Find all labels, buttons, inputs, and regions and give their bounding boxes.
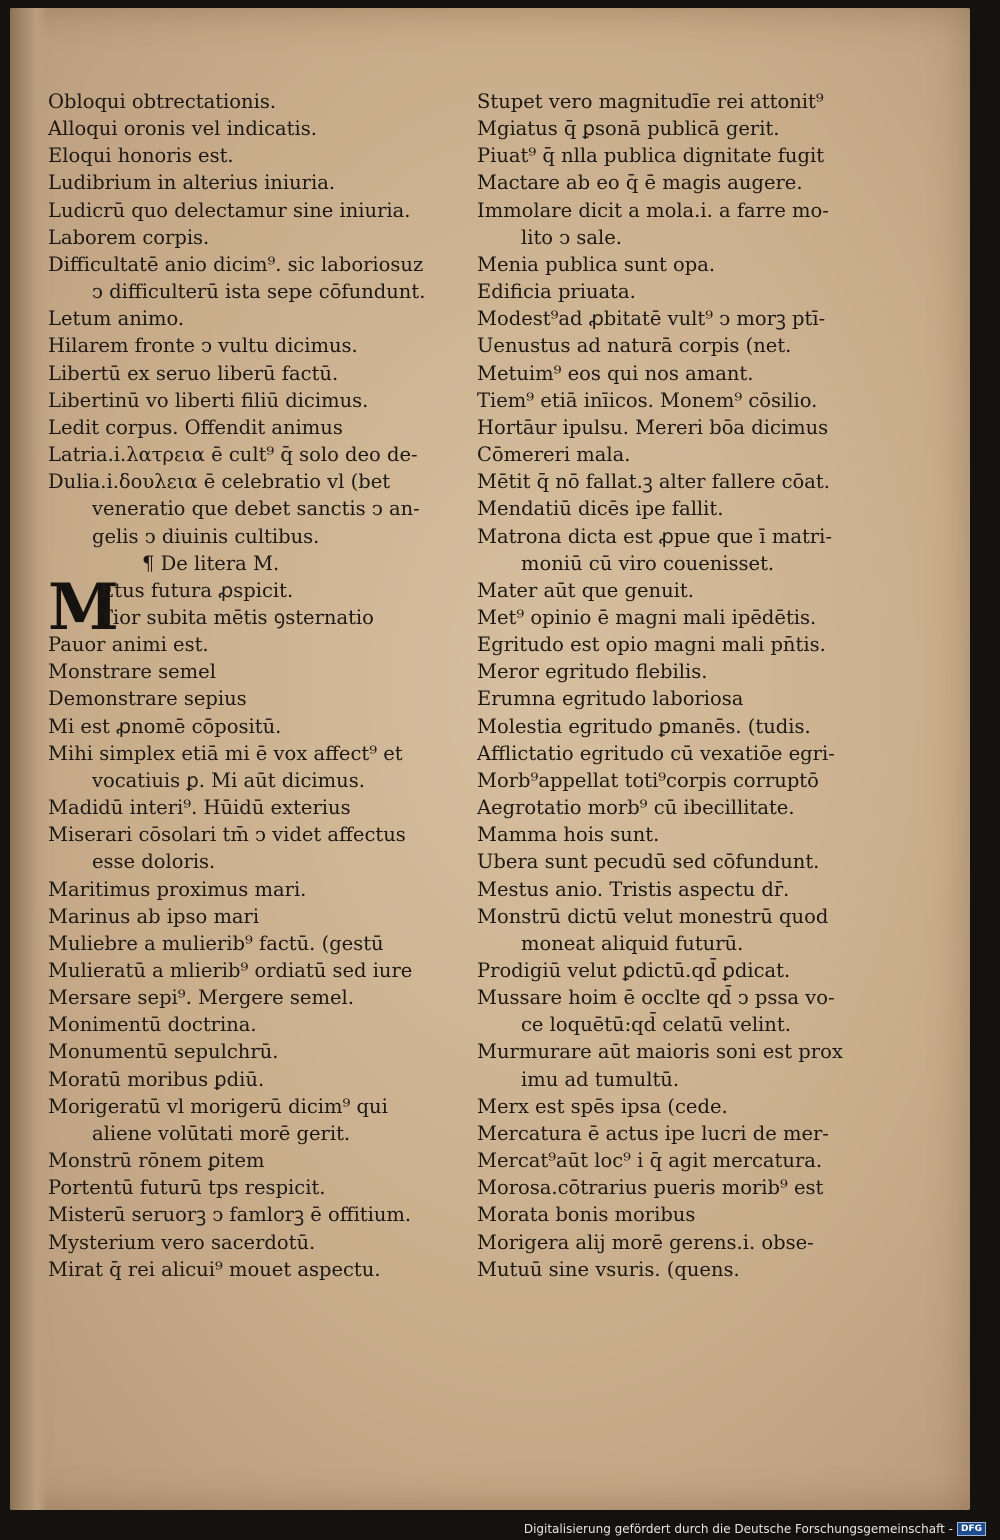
text-line: Difficultatē anio dicim⁹. sic laboriosuz [48, 252, 424, 276]
text-line: Monstrū rōnem ꝑitem [48, 1149, 265, 1173]
text-line: Mētit q̄ nō fallat.ꝫ alter fallere cōat. [477, 470, 830, 494]
text-line: Laborem corpis. [48, 225, 210, 249]
text-line: Monimentū doctrina. [48, 1013, 257, 1037]
text-line: Hilarem fronte ↄ vultu dicimus. [48, 334, 358, 358]
text-line: Moratū moribus ꝑdiū. [48, 1067, 265, 1091]
text-line: Morigera alij morē gerens.i. obse- [477, 1230, 814, 1254]
dfg-logo: DFG [957, 1522, 986, 1536]
text-line: Mercat⁹aūt loc⁹ i q̄ agit mercatura. [477, 1149, 823, 1173]
text-line: ce loquētū:qd̄ celatū velint. [521, 1013, 791, 1037]
text-line: Monstrare semel [48, 660, 216, 684]
text-line: Mendatiū dicēs ipe fallit. [477, 497, 724, 521]
text-line: Alloqui oronis vel indicatis. [48, 117, 317, 141]
text-line: Piuat⁹ q̄ nlla publica dignitate fugit [477, 144, 825, 168]
text-line: Edificia priuata. [477, 280, 636, 304]
text-line: Mihi simplex etiā mi ē vox affect⁹ et [48, 741, 403, 765]
text-line: Mestus anio. Tristis aspectu dr̄. [477, 877, 790, 901]
text-line: Ledit corpus. Offendit animus [48, 415, 343, 439]
text-line: Mercatura ē actus ipe lucri de mer- [477, 1121, 829, 1145]
text-line: Tior subita mētis ꝯsternatio [100, 605, 374, 629]
text-line: Ubera sunt pecudū sed cōfundunt. [477, 850, 820, 874]
text-line: Stupet vero magnitudīe rei attonit⁹ [477, 90, 824, 113]
text-line: Misterū seruorꝫ ↄ famlorꝫ ē offitium. [48, 1203, 412, 1227]
text-line: Erumna egritudo laboriosa [477, 687, 744, 711]
text-line: Monstrū dictū velut monestrū quod [477, 904, 829, 928]
dropcap-initial: M [48, 570, 119, 645]
text-line: Hortāur ipulsu. Mereri bōa dicimus [477, 415, 829, 439]
digitization-footer [524, 1522, 986, 1536]
text-line: Morb⁹appellat toti⁹corpis corruptō [477, 768, 819, 792]
text-line: Miserari cōsolari tm̄ ↄ videt affectus [48, 823, 406, 847]
footer-credit: Digitalisierung gefördert durch die Deutsche Forschungsgemeinschaft - [523, 1522, 953, 1536]
text-line: Morosa.cōtrarius pueris morib⁹ est [477, 1176, 824, 1200]
text-line: Immolare dicit a mola.i. a farre mo- [477, 198, 829, 222]
text-line: Cōmereri mala. [477, 443, 631, 467]
text-line: Met⁹ opinio ē magni mali ipēdētis. [477, 605, 817, 629]
text-line: Marinus ab ipso mari [48, 904, 260, 928]
text-line: Aegrotatio morb⁹ cū ibecillitate. [477, 796, 795, 820]
text-line: ↄ difficulterū ista sepe cōfundunt. [92, 280, 426, 304]
text-line: Mamma hois sunt. [477, 823, 660, 847]
text-line: Matrona dicta est ꝓpue que ī matri- [477, 524, 832, 548]
text-line: Eloqui honoris est. [48, 144, 234, 168]
text-line: Mulieratū a mlierib⁹ ordiatū sed iure [48, 959, 413, 982]
text-line: Mi est ꝓnomē cōpositū. [48, 714, 282, 738]
text-line: Metuim⁹ eos qui nos amant. [477, 361, 754, 385]
text-line: Etus futura ꝓspicit. [100, 578, 294, 602]
text-line: Mirat q̄ rei alicui⁹ mouet aspectu. [48, 1257, 381, 1281]
text-line: Mgiatus q̄ ꝑsonā publicā gerit. [477, 117, 780, 141]
text-line: lito ↄ sale. [521, 225, 622, 249]
text-line: Letum animo. [48, 307, 185, 331]
text-line: Pauor animi est. [48, 633, 209, 657]
text-line: Dulia.i.δουλεια ē celebratio vl (bet [48, 470, 391, 494]
page-spine-shadow [10, 8, 48, 1510]
text-line: Portentū futurū tps respicit. [48, 1176, 326, 1200]
text-line: Merx est spēs ipsa (cede. [477, 1094, 728, 1118]
text-line: Uenustus ad naturā corpis (net. [477, 334, 792, 358]
text-line: Mater aūt que genuit. [477, 578, 694, 602]
text-line: Morata bonis moribus [477, 1203, 696, 1227]
text-line: Tiem⁹ etiā inīicos. Monem⁹ cōsilio. [477, 388, 818, 412]
text-line: Molestia egritudo ꝑmanēs. (tudis. [477, 714, 811, 738]
text-line: Demonstrare sepius [48, 687, 247, 711]
text-line: Menia publica sunt opa. [477, 252, 716, 276]
text-line: Murmurare aūt maioris soni est prox [477, 1040, 843, 1064]
text-line: vocatiuis ꝑ. Mi aūt dicimus. [92, 768, 365, 792]
text-line: Libertinū vo liberti filiū dicimus. [48, 388, 369, 412]
text-line: Obloqui obtrectationis. [48, 90, 277, 113]
text-line: Maritimus proximus mari. [48, 877, 307, 901]
text-line: aliene volūtati morē gerit. [92, 1121, 351, 1145]
text-line: Ludibrium in alterius iniuria. [48, 171, 336, 195]
text-line: Mysterium vero sacerdotū. [48, 1230, 316, 1254]
text-line: Ludicrū quo delectamur sine iniuria. [48, 198, 411, 222]
text-line: Egritudo est opio magni mali pn̄tis. [477, 633, 826, 657]
text-line: Modest⁹ad ꝓbitatē vult⁹ ↄ morꝫ ptī- [477, 307, 826, 331]
text-line: Libertū ex seruo liberū factū. [48, 361, 339, 385]
text-line: Muliebre a mulierib⁹ factū. (gestū [48, 931, 384, 955]
text-line: Mutuū sine vsuris. (quens. [477, 1257, 740, 1281]
text-line: Latria.i.λατρεια ē cult⁹ q̄ solo deo de- [48, 443, 418, 467]
text-line: esse doloris. [92, 850, 216, 874]
text-line: Madidū interi⁹. Hūidū exterius [48, 796, 351, 820]
left-text-column [48, 88, 473, 1283]
text-line: Monumentū sepulchrū. [48, 1040, 279, 1064]
text-line: Mussare hoim ē occlte qd̄ ↄ pssa vo- [477, 986, 835, 1010]
text-line: ¶ De litera M. [142, 551, 280, 575]
text-line: Prodigiū velut ꝑdictū.qd̄ ꝑdicat. [477, 959, 791, 982]
text-line: Mactare ab eo q̄ ē magis augere. [477, 171, 803, 195]
right-text-column [477, 88, 917, 1283]
text-line: Morigeratū vl morigerū dicim⁹ qui [48, 1094, 388, 1118]
text-line: imu ad tumultū. [521, 1067, 680, 1091]
text-line: moniū cū viro couenisset. [521, 551, 775, 575]
text-line: veneratio que debet sanctis ↄ an- [92, 497, 420, 521]
text-line: Afflictatio egritudo cū vexatiōe egri- [477, 741, 835, 765]
text-line: Meror egritudo flebilis. [477, 660, 708, 684]
text-line: gelis ↄ diuinis cultibus. [92, 524, 320, 548]
text-line: Mersare sepi⁹. Mergere semel. [48, 986, 354, 1010]
text-line: moneat aliquid futurū. [521, 931, 744, 955]
